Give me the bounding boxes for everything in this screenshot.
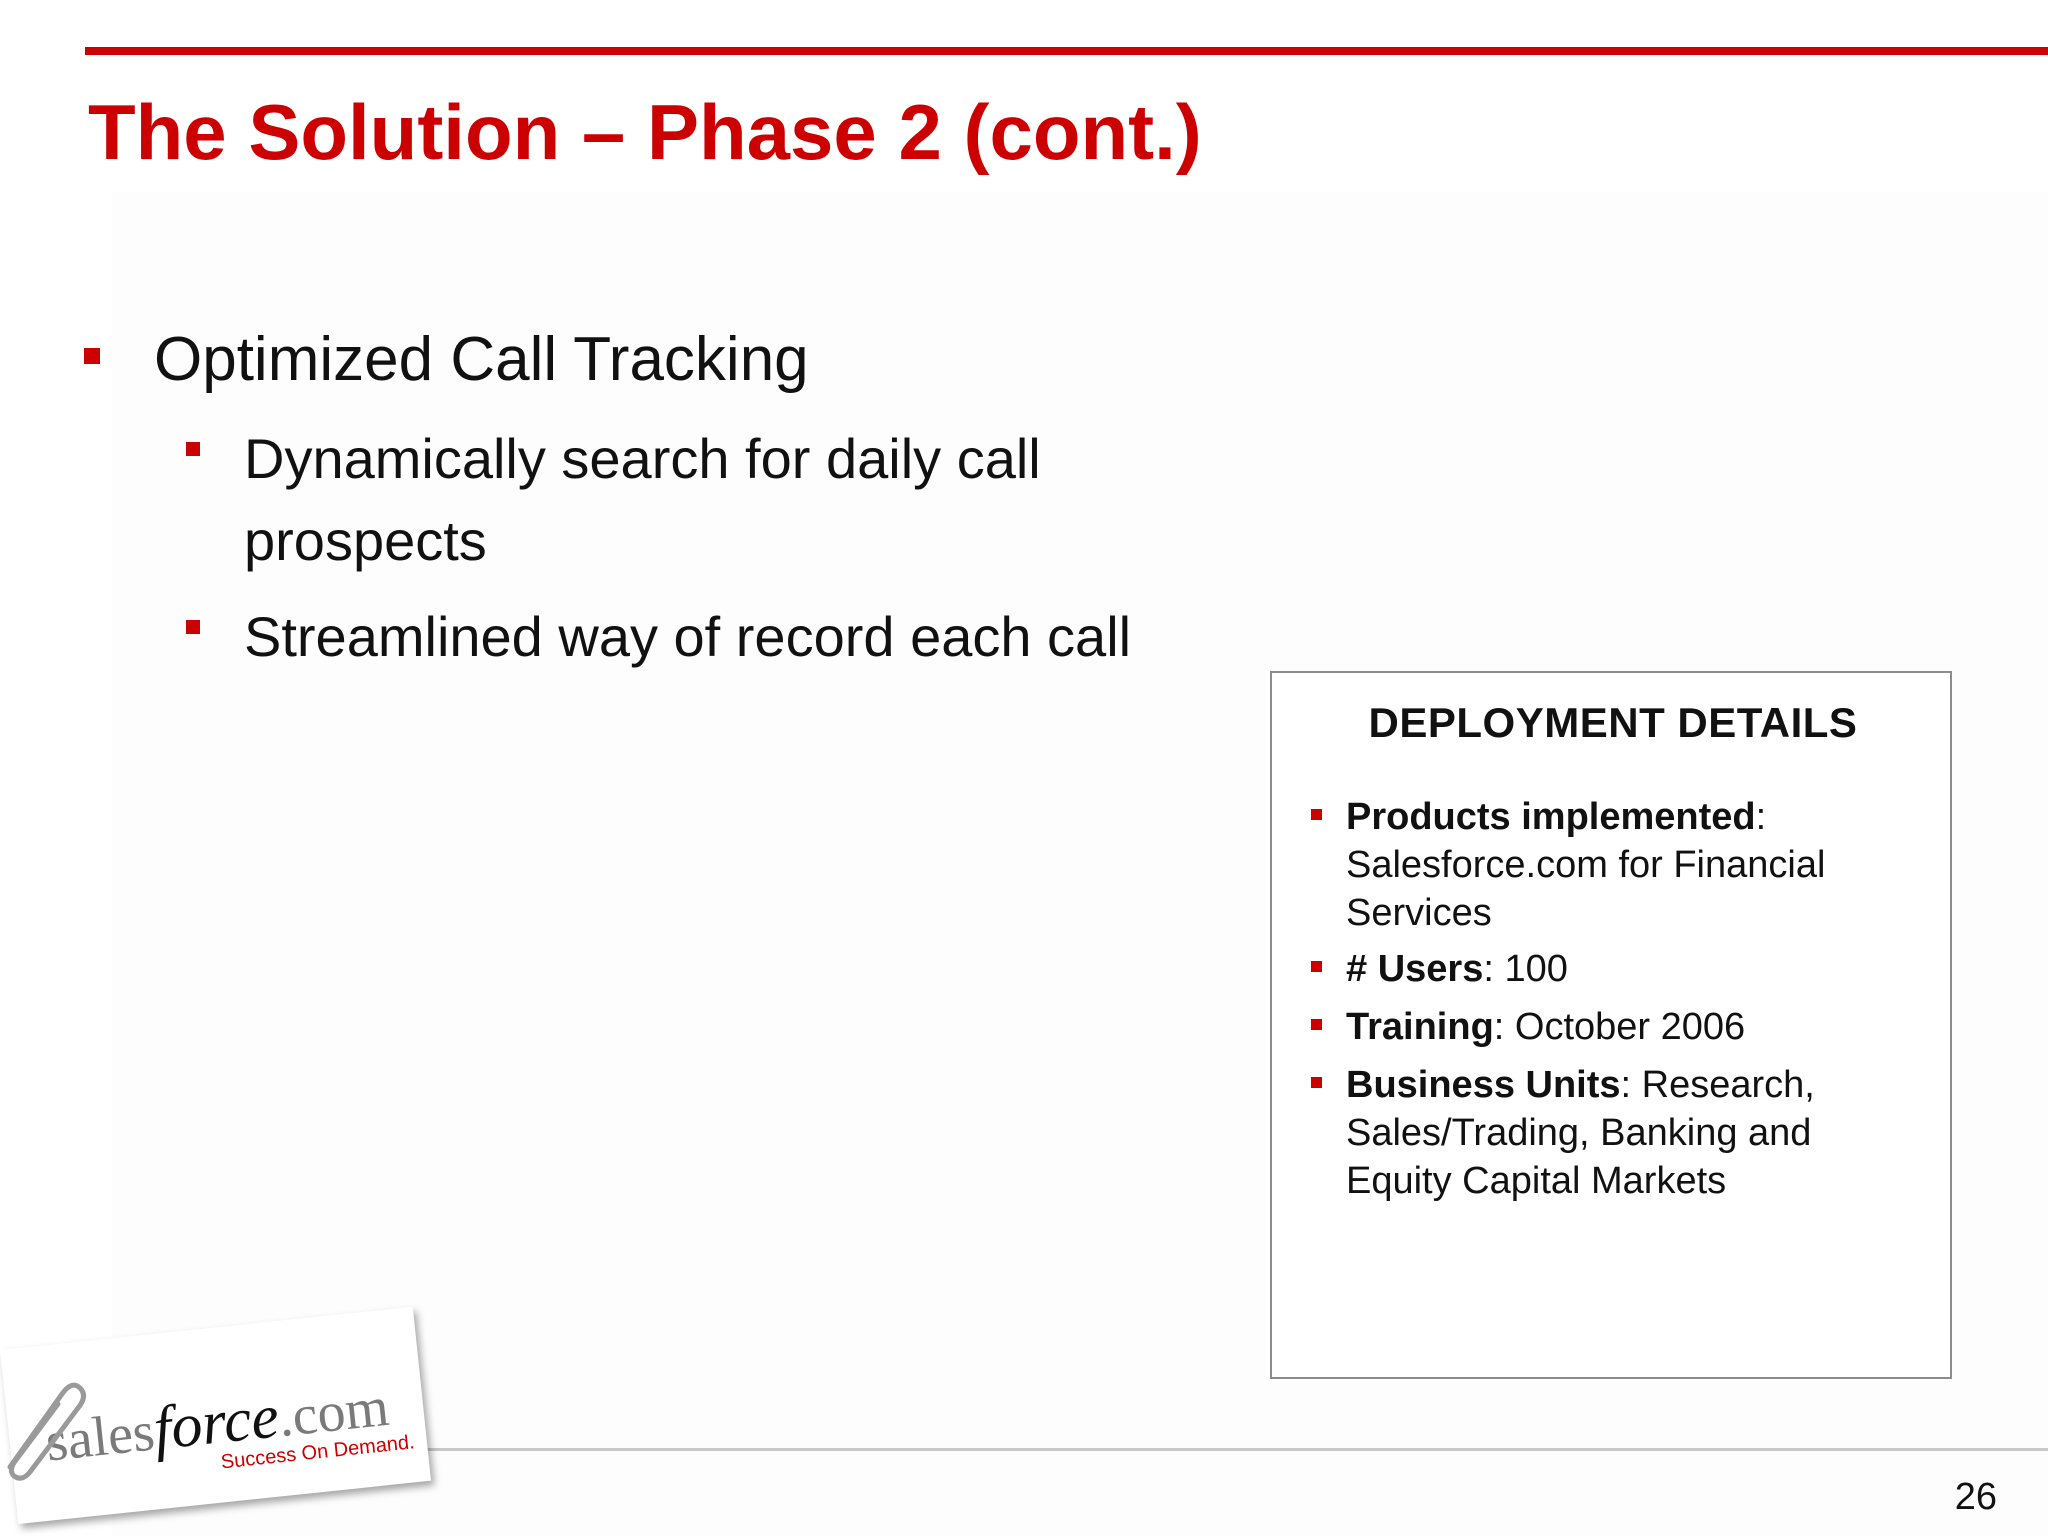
deployment-item-text (1346, 945, 1906, 993)
bullet-text: Optimized Call Tracking (154, 325, 809, 394)
deployment-item-text (1346, 1061, 1906, 1205)
logo-force: force (150, 1382, 282, 1464)
bullet-text-line1: Dynamically search for daily call (244, 427, 1041, 490)
square-bullet-icon (186, 442, 200, 456)
bullet-text-line2: prospects (244, 509, 487, 572)
deployment-details-box (1270, 671, 1952, 1379)
deployment-item-label: # Users (1346, 948, 1484, 990)
deployment-item-value: : Research, Sales/Trading, Banking and Equity Capital Markets (1346, 1064, 1815, 1202)
paperclip-icon (0, 1372, 90, 1482)
square-bullet-icon (186, 620, 200, 634)
deployment-item-label: Business Units (1346, 1064, 1621, 1106)
square-bullet-icon (1311, 809, 1322, 820)
deployment-item-value: : Salesforce.com for Financial Services (1346, 796, 1826, 934)
logo-prefix: sales (42, 1400, 158, 1474)
deployment-item-text (1346, 793, 1906, 937)
slide-title: The Solution – Phase 2 (cont.) (88, 88, 1202, 176)
deployment-item-value: : 100 (1483, 948, 1568, 990)
deployment-item-label: Products implemented (1346, 796, 1756, 838)
page-number: 26 (1954, 1476, 1997, 1518)
bullet-text: Streamlined way of record each call (244, 605, 1132, 668)
deployment-title: DEPLOYMENT DETAILS (1368, 699, 1858, 746)
logo-tagline: Success On Demand. (219, 1431, 416, 1474)
square-bullet-icon (84, 348, 100, 364)
deployment-item-text (1346, 1003, 1906, 1051)
square-bullet-icon (1311, 1019, 1322, 1030)
title-rule (85, 47, 2048, 55)
deployment-item-label: Training (1346, 1006, 1494, 1048)
square-bullet-icon (1311, 961, 1322, 972)
square-bullet-icon (1311, 1077, 1322, 1088)
deployment-item-value: : October 2006 (1493, 1006, 1746, 1048)
logo-suffix: .com (275, 1375, 392, 1450)
footer-rule (400, 1448, 2048, 1451)
